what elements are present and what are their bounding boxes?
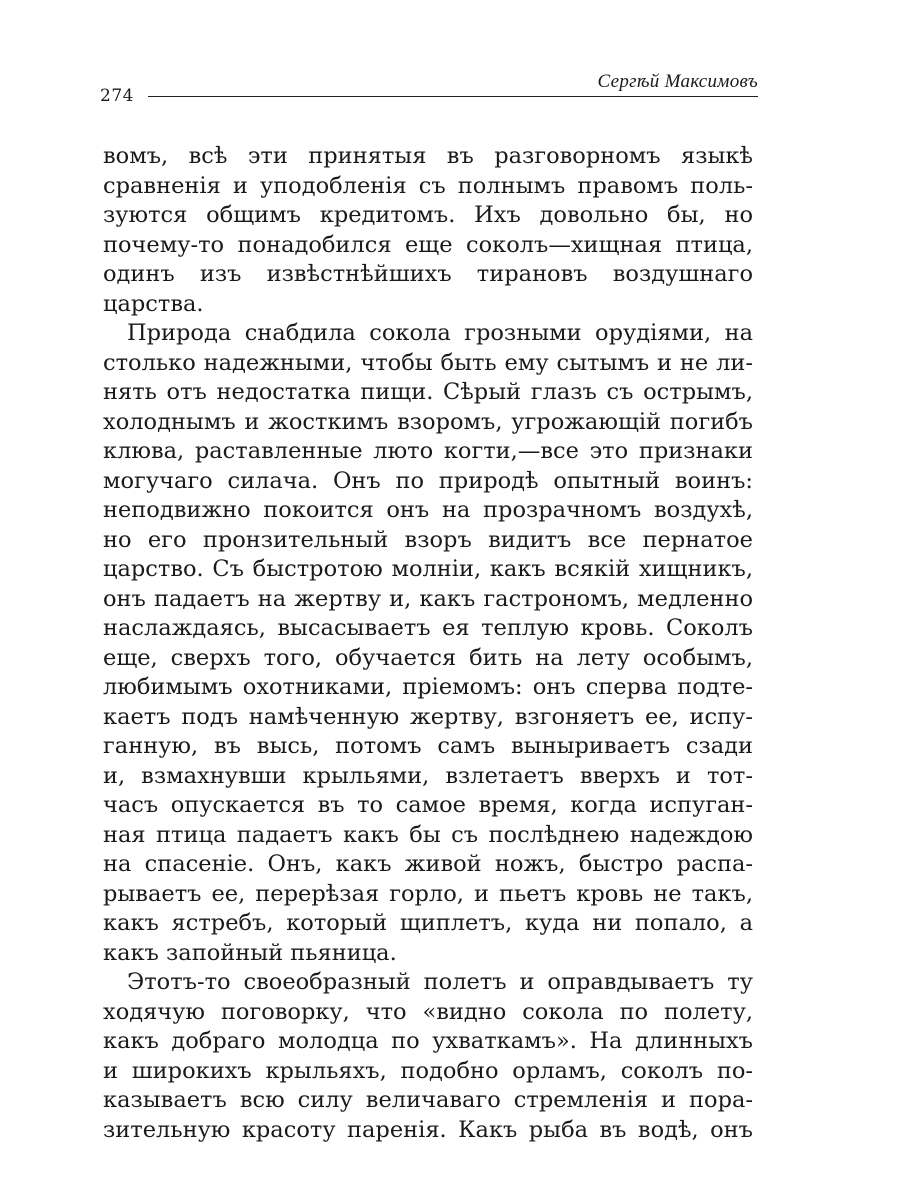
text-line: царства. — [103, 290, 204, 317]
text-line: Природа снабдила сокола грозными орудіями, на — [127, 320, 753, 346]
text-line: часъ опускается въ то самое время, когда испуган- — [103, 792, 753, 818]
text-line: какъ добраго молодца по ухваткамъ». На длинныхъ — [103, 1028, 753, 1054]
text-line: любимымъ охотниками, пріемомъ: онъ сперва подте- — [103, 674, 753, 700]
text-line: наслаждаясь, высасываетъ ея теплую кровь. Соколъ — [103, 615, 753, 641]
text-line: казываетъ всю силу величаваго стремленія и пора- — [103, 1087, 753, 1113]
text-line: ходячую поговорку, что «видно сокола по полету, — [103, 998, 753, 1025]
body-text — [103, 142, 753, 1145]
text-line: какъ ястребъ, который щиплетъ, куда ни попало, а — [103, 910, 753, 936]
text-line: зительную красоту паренія. Какъ рыба въ водѣ, онъ — [103, 1116, 753, 1143]
text-line: холоднымъ и жосткимъ взоромъ, угрожающій погибъ — [103, 408, 753, 435]
running-head — [100, 71, 758, 106]
running-head-author: Сергѣй Максимовъ — [597, 71, 758, 92]
paragraph — [103, 319, 753, 968]
text-line: онъ падаетъ на жертву и, какъ гастрономъ, медленно — [103, 585, 753, 612]
text-line: и широкихъ крыльяхъ, подобно орламъ, соколъ по- — [103, 1057, 753, 1084]
text-line: столько надежными, чтобы быть ему сытымъ и не ли- — [103, 349, 753, 376]
text-line: рываетъ ее, перерѣзая горло, и пьетъ кровь не такъ, — [103, 880, 753, 907]
paragraph — [103, 142, 753, 319]
text-line: зуются общимъ кредитомъ. Ихъ довольно бы, но — [103, 202, 753, 228]
text-line: сравненія и уподобленія съ полнымъ правомъ поль- — [103, 172, 753, 199]
text-line: вомъ, всѣ эти принятыя въ разговорномъ языкѣ — [103, 143, 753, 169]
header-rule — [148, 96, 758, 97]
text-line: каетъ подъ намѣченную жертву, взгоняетъ ее, испу- — [103, 703, 753, 730]
text-line: могучаго силача. Онъ по природѣ опытный воинъ: — [103, 467, 753, 494]
text-line: Этотъ-то своеобразный полетъ и оправдываетъ ту — [127, 969, 753, 995]
text-line: и, взмахнувши крыльями, взлетаетъ вверхъ и тот- — [103, 762, 753, 789]
text-line: еще, сверхъ того, обучается бить на лету особымъ, — [103, 644, 753, 671]
text-line: почему-то понадобился еще соколъ—хищная птица, — [103, 231, 753, 258]
page-number: 274 — [100, 86, 134, 106]
text-line: но его пронзительный взоръ видитъ все пернатое — [103, 526, 753, 553]
text-line: неподвижно покоится онъ на прозрачномъ воздухѣ, — [103, 497, 753, 523]
text-line: одинъ изъ извѣстнѣйшихъ тирановъ воздушнаго — [103, 261, 753, 287]
text-line: ная птица падаетъ какъ бы съ послѣднею надеждою — [103, 821, 753, 848]
text-line: царство. Съ быстротою молніи, какъ всякій хищникъ, — [103, 556, 753, 582]
text-line: какъ запойный пьяница. — [103, 939, 397, 966]
text-line: клюва, раставленные люто когти,—все это признаки — [103, 438, 753, 464]
text-line: нять отъ недостатка пищи. Сѣрый глазъ съ острымъ, — [103, 379, 753, 405]
paragraph — [103, 968, 753, 1145]
text-line: ганную, въ высь, потомъ самъ выныриваетъ сзади — [103, 733, 753, 759]
text-line: на спасеніе. Онъ, какъ живой ножъ, быстро распа- — [103, 851, 753, 877]
